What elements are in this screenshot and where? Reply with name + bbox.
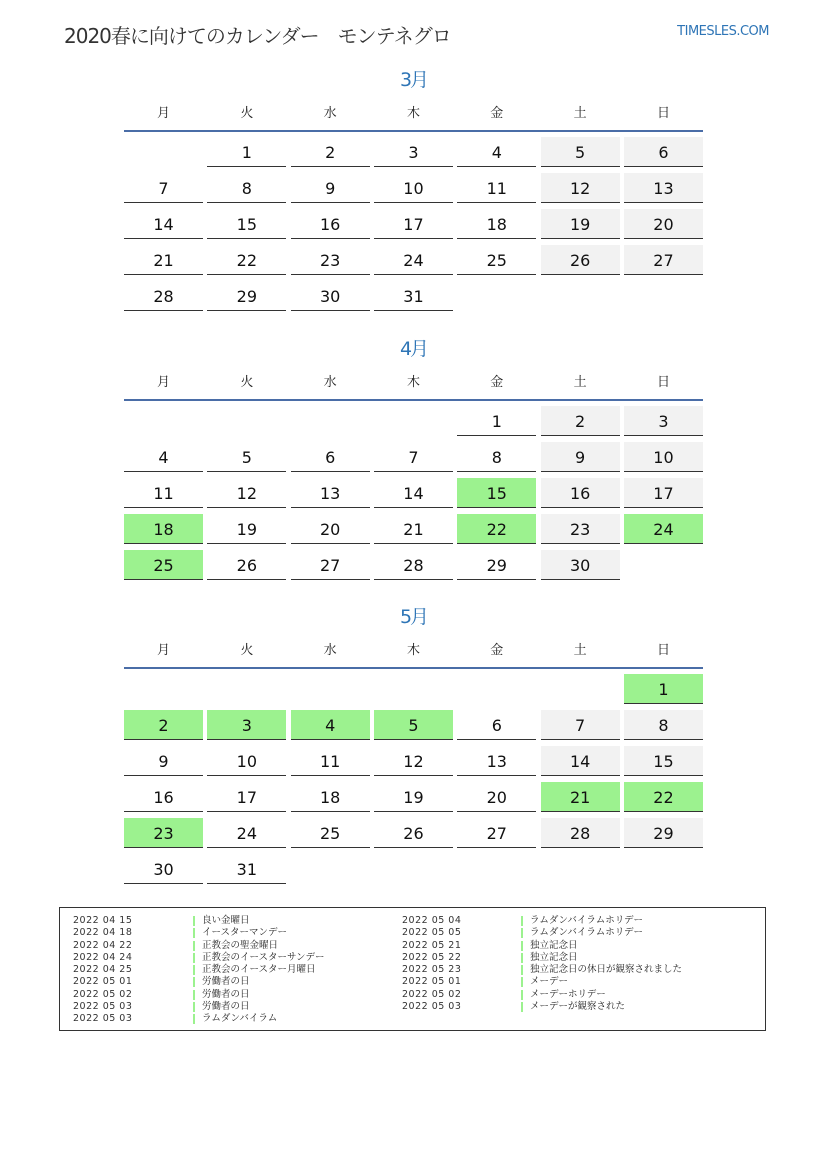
holiday-marker <box>193 928 195 938</box>
day-cell: 6 <box>624 137 703 167</box>
holiday-row <box>73 927 393 939</box>
day-cell: 1 <box>207 137 286 167</box>
holiday-marker <box>521 990 523 1000</box>
day-cell: 9 <box>291 173 370 203</box>
holiday-row <box>402 964 722 976</box>
day-cell: 7 <box>124 173 203 203</box>
holiday-name: 正教会の聖金曜日 <box>202 939 279 951</box>
empty-cell <box>207 406 286 436</box>
empty-cell <box>124 406 203 436</box>
day-cell: 25 <box>457 245 536 275</box>
day-grid <box>124 674 703 890</box>
holiday-date: 2022 05 03 <box>73 1001 133 1013</box>
holiday-day-cell: 1 <box>624 674 703 704</box>
holiday-list <box>59 907 766 1031</box>
day-cell: 16 <box>124 782 203 812</box>
weekday-label: 日 <box>656 106 670 121</box>
holiday-date: 2022 05 04 <box>402 915 462 926</box>
day-cell: 10 <box>207 746 286 776</box>
day-cell: 24 <box>207 818 286 848</box>
holiday-date: 2022 05 22 <box>402 951 462 963</box>
holiday-day-cell: 15 <box>457 478 536 508</box>
day-cell: 18 <box>457 209 536 239</box>
holiday-row <box>73 940 393 952</box>
holiday-name: 独立記念日の休日が観察されました <box>530 964 683 976</box>
day-cell: 24 <box>374 245 453 275</box>
holiday-date: 2022 05 03 <box>402 1001 462 1013</box>
empty-cell <box>374 406 453 436</box>
month-name: 5月 <box>399 606 428 628</box>
weekday-label: 日 <box>656 375 670 390</box>
day-cell: 14 <box>374 478 453 508</box>
day-cell: 20 <box>624 209 703 239</box>
holiday-date: 2022 05 02 <box>402 988 462 1000</box>
holiday-marker <box>521 965 523 975</box>
day-cell: 21 <box>124 245 203 275</box>
weekday-label: 火 <box>240 375 254 390</box>
day-cell: 28 <box>124 281 203 311</box>
day-cell: 30 <box>541 550 620 580</box>
day-cell: 11 <box>291 746 370 776</box>
holiday-date: 2022 05 01 <box>73 976 133 988</box>
day-cell: 3 <box>624 406 703 436</box>
day-cell: 31 <box>374 281 453 311</box>
day-cell: 20 <box>457 782 536 812</box>
day-cell: 22 <box>207 245 286 275</box>
holiday-day-cell: 2 <box>124 710 203 740</box>
day-cell: 12 <box>374 746 453 776</box>
empty-cell <box>457 674 536 704</box>
day-cell: 19 <box>207 514 286 544</box>
holiday-date: 2022 04 22 <box>73 939 133 951</box>
day-cell: 11 <box>124 478 203 508</box>
day-cell: 7 <box>374 442 453 472</box>
day-cell: 5 <box>541 137 620 167</box>
holiday-row <box>402 915 722 927</box>
day-cell: 14 <box>124 209 203 239</box>
day-cell: 5 <box>207 442 286 472</box>
weekday-header <box>124 104 703 132</box>
holiday-marker <box>521 928 523 938</box>
day-cell: 13 <box>291 478 370 508</box>
day-cell: 26 <box>541 245 620 275</box>
day-cell: 21 <box>374 514 453 544</box>
day-cell: 16 <box>541 478 620 508</box>
holiday-name: ラムダンバイラム <box>202 1013 278 1025</box>
day-cell: 29 <box>624 818 703 848</box>
weekday-header <box>124 641 703 669</box>
weekday-label: 土 <box>573 106 587 121</box>
month-1 <box>124 66 703 317</box>
day-cell: 31 <box>207 854 286 884</box>
day-cell: 14 <box>541 746 620 776</box>
holiday-list-left <box>73 915 393 1026</box>
holiday-marker <box>193 1002 195 1012</box>
holiday-date: 2022 05 23 <box>402 964 462 976</box>
day-cell: 19 <box>374 782 453 812</box>
holiday-marker <box>193 1014 195 1024</box>
holiday-row <box>73 1013 393 1025</box>
holiday-date: 2022 04 15 <box>73 915 133 926</box>
day-cell: 17 <box>374 209 453 239</box>
holiday-date: 2022 05 05 <box>402 927 462 939</box>
empty-cell <box>291 674 370 704</box>
day-cell: 12 <box>207 478 286 508</box>
day-cell: 4 <box>457 137 536 167</box>
day-cell: 12 <box>541 173 620 203</box>
day-cell: 23 <box>541 514 620 544</box>
holiday-name: ラムダンバイラムホリデー <box>530 915 644 926</box>
holiday-day-cell: 25 <box>124 550 203 580</box>
holiday-day-cell: 5 <box>374 710 453 740</box>
holiday-date: 2022 05 02 <box>73 988 133 1000</box>
holiday-day-cell: 24 <box>624 514 703 544</box>
day-cell: 23 <box>291 245 370 275</box>
day-cell: 17 <box>207 782 286 812</box>
empty-cell <box>541 674 620 704</box>
holiday-date: 2022 05 01 <box>402 976 462 988</box>
day-cell: 29 <box>457 550 536 580</box>
empty-cell <box>291 406 370 436</box>
weekday-label: 水 <box>323 643 337 658</box>
holiday-marker <box>521 1002 523 1012</box>
holiday-row <box>73 964 393 976</box>
holiday-name: 労働者の日 <box>202 1001 250 1013</box>
holiday-day-cell: 4 <box>291 710 370 740</box>
weekday-label: 金 <box>490 375 504 390</box>
day-cell: 2 <box>291 137 370 167</box>
day-cell: 27 <box>457 818 536 848</box>
day-cell: 6 <box>291 442 370 472</box>
day-cell: 16 <box>291 209 370 239</box>
holiday-marker <box>193 941 195 951</box>
holiday-row <box>73 976 393 988</box>
weekday-label: 月 <box>156 375 170 390</box>
day-cell: 26 <box>207 550 286 580</box>
holiday-row <box>402 927 722 939</box>
holiday-marker <box>193 977 195 987</box>
weekday-label: 木 <box>406 375 420 390</box>
month-name: 3月 <box>399 69 428 91</box>
day-cell: 9 <box>124 746 203 776</box>
holiday-date: 2022 05 03 <box>73 1013 133 1025</box>
holiday-marker <box>193 953 195 963</box>
weekday-label: 水 <box>323 106 337 121</box>
day-cell: 2 <box>541 406 620 436</box>
day-cell: 7 <box>541 710 620 740</box>
holiday-marker <box>521 916 523 926</box>
month-2 <box>124 335 703 586</box>
holiday-date: 2022 04 25 <box>73 964 133 976</box>
empty-cell <box>124 674 203 704</box>
day-cell: 1 <box>457 406 536 436</box>
holiday-marker <box>521 941 523 951</box>
empty-cell <box>374 674 453 704</box>
weekday-label: 水 <box>323 375 337 390</box>
holiday-row <box>73 952 393 964</box>
day-cell: 25 <box>291 818 370 848</box>
holiday-name: メーデー <box>530 976 569 988</box>
weekday-label: 土 <box>573 643 587 658</box>
day-cell: 4 <box>124 442 203 472</box>
weekday-label: 土 <box>573 375 587 390</box>
day-cell: 20 <box>291 514 370 544</box>
holiday-list-right <box>402 915 722 1013</box>
holiday-name: 労働者の日 <box>202 988 250 1000</box>
holiday-date: 2022 04 24 <box>73 951 133 963</box>
day-cell: 8 <box>624 710 703 740</box>
weekday-label: 日 <box>656 643 670 658</box>
holiday-day-cell: 3 <box>207 710 286 740</box>
holiday-marker <box>193 965 195 975</box>
day-cell: 28 <box>541 818 620 848</box>
holiday-marker <box>193 990 195 1000</box>
day-cell: 13 <box>457 746 536 776</box>
day-cell: 17 <box>624 478 703 508</box>
day-cell: 10 <box>374 173 453 203</box>
weekday-label: 火 <box>240 106 254 121</box>
holiday-row <box>402 976 722 988</box>
weekday-label: 月 <box>156 643 170 658</box>
month-name: 4月 <box>399 338 428 360</box>
holiday-name: メーデーホリデー <box>530 988 606 1000</box>
weekday-label: 月 <box>156 106 170 121</box>
day-cell: 15 <box>207 209 286 239</box>
holiday-marker <box>193 916 195 926</box>
holiday-marker <box>521 953 523 963</box>
day-cell: 30 <box>291 281 370 311</box>
holiday-row <box>402 989 722 1001</box>
day-cell: 27 <box>291 550 370 580</box>
day-cell: 27 <box>624 245 703 275</box>
weekday-header <box>124 373 703 401</box>
holiday-row <box>73 989 393 1001</box>
empty-cell <box>207 674 286 704</box>
weekday-label: 金 <box>490 643 504 658</box>
holiday-day-cell: 23 <box>124 818 203 848</box>
holiday-name: 独立記念日 <box>530 951 578 963</box>
weekday-label: 金 <box>490 106 504 121</box>
day-cell: 28 <box>374 550 453 580</box>
holiday-name: 良い金曜日 <box>202 915 250 926</box>
day-cell: 29 <box>207 281 286 311</box>
day-cell: 11 <box>457 173 536 203</box>
holiday-row <box>73 1001 393 1013</box>
day-cell: 13 <box>624 173 703 203</box>
weekday-label: 火 <box>240 643 254 658</box>
holiday-name: イースターマンデー <box>202 927 288 939</box>
day-cell: 10 <box>624 442 703 472</box>
day-cell: 26 <box>374 818 453 848</box>
empty-cell <box>124 137 203 167</box>
holiday-name: ラムダンバイラムホリデー <box>530 927 644 939</box>
day-cell: 9 <box>541 442 620 472</box>
holiday-name: 正教会のイースターサンデー <box>202 951 325 963</box>
day-cell: 3 <box>374 137 453 167</box>
holiday-row <box>402 1001 722 1013</box>
day-cell: 19 <box>541 209 620 239</box>
day-cell: 30 <box>124 854 203 884</box>
weekday-label: 木 <box>406 643 420 658</box>
day-cell: 15 <box>624 746 703 776</box>
day-cell: 18 <box>291 782 370 812</box>
holiday-day-cell: 22 <box>624 782 703 812</box>
holiday-row <box>402 940 722 952</box>
holiday-name: 正教会のイースター月曜日 <box>202 964 316 976</box>
holiday-day-cell: 22 <box>457 514 536 544</box>
month-3 <box>124 603 703 890</box>
holiday-day-cell: 18 <box>124 514 203 544</box>
holiday-name: メーデーが観察された <box>530 1001 626 1013</box>
holiday-day-cell: 21 <box>541 782 620 812</box>
day-cell: 6 <box>457 710 536 740</box>
day-grid <box>124 137 703 317</box>
weekday-label: 木 <box>406 106 420 121</box>
holiday-row <box>402 952 722 964</box>
day-cell: 8 <box>457 442 536 472</box>
holiday-date: 2022 05 21 <box>402 939 462 951</box>
holiday-name: 独立記念日 <box>530 939 578 951</box>
day-cell: 8 <box>207 173 286 203</box>
site-logo[interactable]: TIMESLES.COM <box>677 24 769 39</box>
holiday-row <box>73 915 393 927</box>
holiday-date: 2022 04 18 <box>73 927 133 939</box>
page-title: 2020春に向けてのカレンダー モンテネグロ <box>64 24 451 48</box>
day-grid <box>124 406 703 586</box>
holiday-name: 労働者の日 <box>202 976 250 988</box>
holiday-marker <box>521 977 523 987</box>
